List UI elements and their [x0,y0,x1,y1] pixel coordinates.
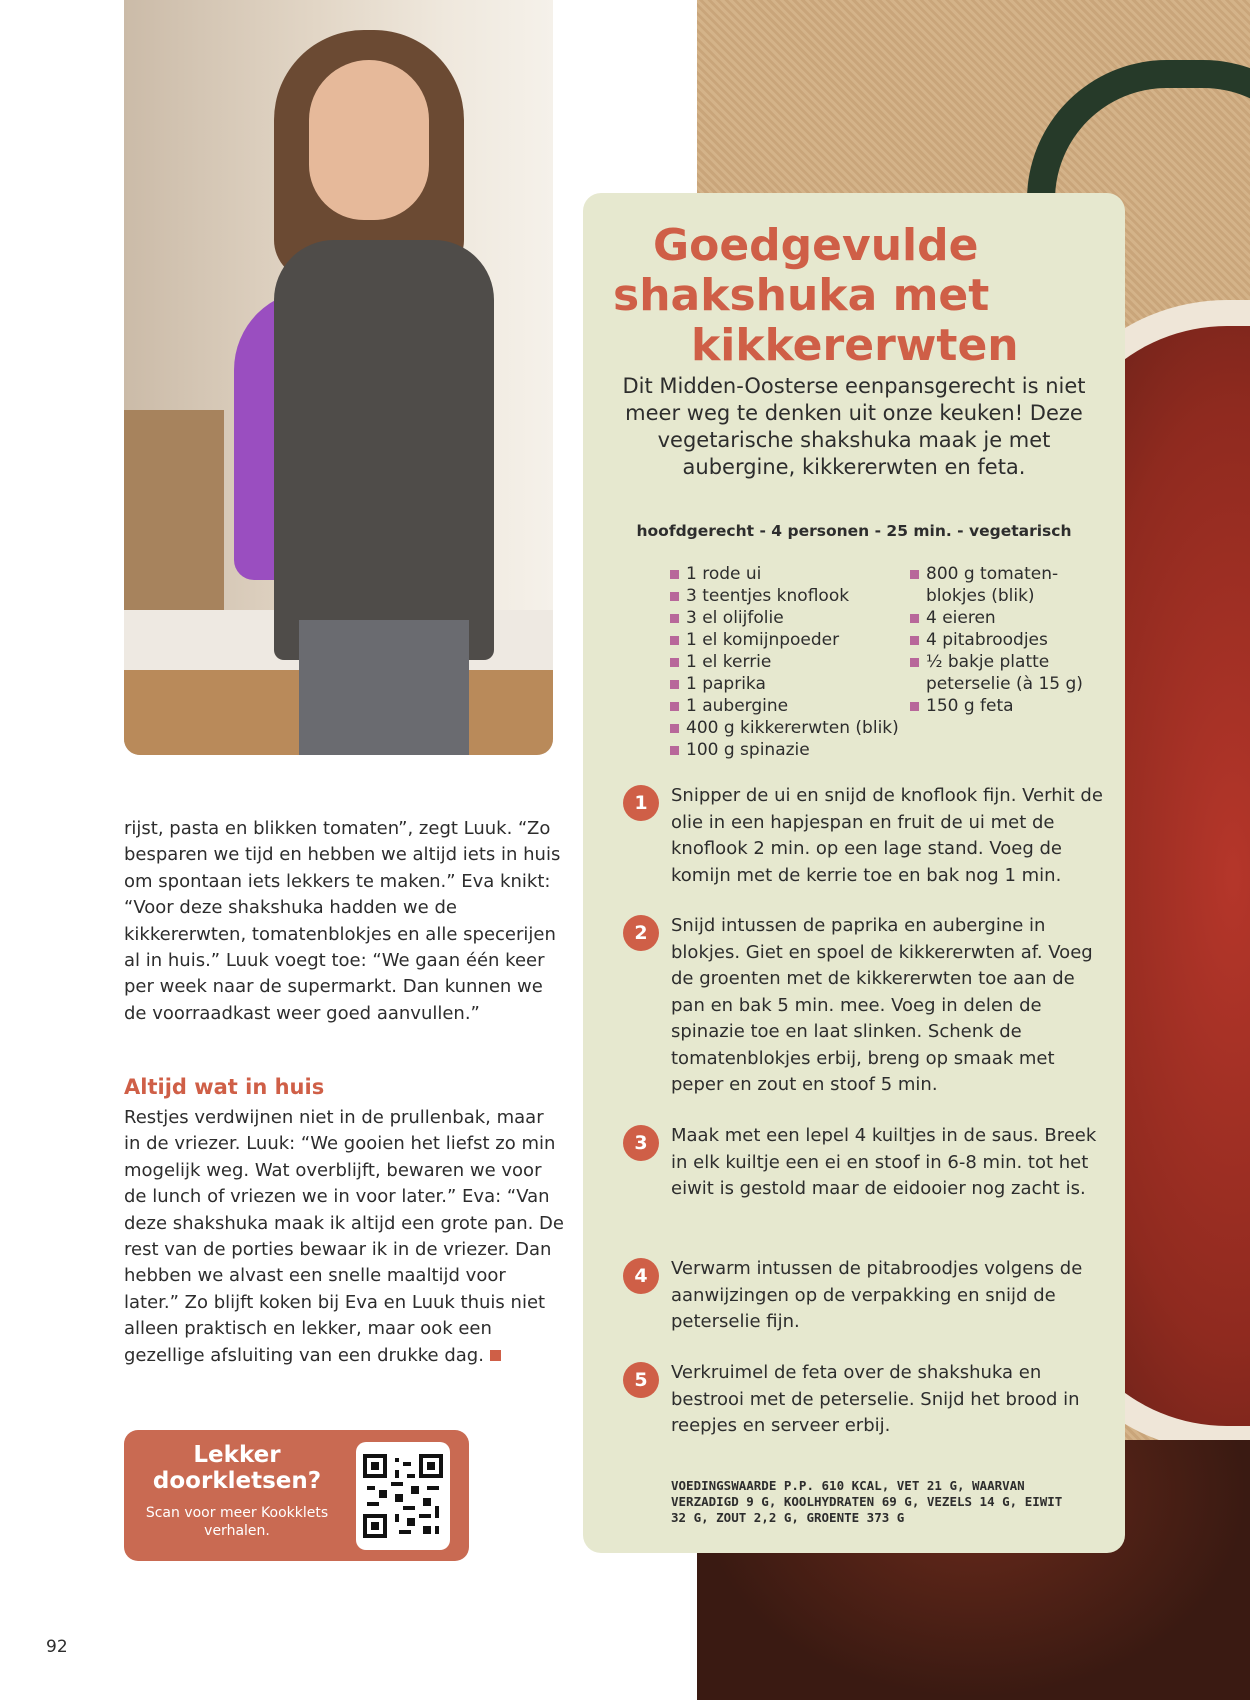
step-text: Snijd intussen de paprika en aubergine in blokjes. Giet en spoel de kikkererwten af. Voeg de groenten met de kikkererwten toe aan de pan en bak 5 min. mee. Voeg in delen de spinazie toe en laat slinken. Schenk de tomatenblokjes erbij, breng op smaak met peper en zout en stoof 5 min. [671,915,1093,1095]
nutrition-info: VOEDINGSWAARDE P.P. 610 KCAL, VET 21 G, WAARVAN VERZADIGD 9 G, KOOLHYDRATEN 69 G, VEZELS 14 G, EIWIT 32 G, ZOUT 2,2 G, GROENTE 373 G [671,1478,1063,1525]
qr-code-icon[interactable] [356,1442,450,1550]
ingredient-item: 100 g spinazie [670,739,920,761]
ingredient-item: 4 eieren [910,607,1110,629]
step-number-badge: 3 [623,1125,659,1161]
ingredient-item: ½ bakje platte peterselie (à 15 g) [910,651,1110,695]
ingredient-item: 4 pitabroodjes [910,629,1110,651]
promo-box[interactable] [124,1430,469,1561]
step-text: Verkruimel de feta over de shakshuka en bestrooi met de peterselie. Snijd het brood in reepjes en serveer erbij. [671,1362,1080,1436]
ingredient-item: 1 paprika [670,673,920,695]
ingredient-item: 1 rode ui [670,563,920,585]
ingredients-list-left [670,563,920,761]
step-number-badge: 4 [623,1258,659,1294]
ingredient-item: 1 aubergine [670,695,920,717]
article-paragraph-1: rijst, pasta en blikken tomaten”, zegt Luuk. “Zo besparen we tijd en hebben we altijd iets in huis om spontaan iets lekkers te maken.” Eva knikt: “Voor deze shakshuka hadden we de kikkererwten, tomatenblokjes en alle specerijen al in huis.” Luuk voegt toe: “We gaan één keer per week naar de supermarkt. Dan kunnen we de voorraadkast weer goed aanvullen.” [124,818,561,1024]
step-text: Maak met een lepel 4 kuiltjes in de saus. Breek in elk kuiltje een ei en stoof in 6-8 min. tot het eiwit is gestold maar de eidooier nog zacht is. [671,1125,1097,1199]
ingredient-item: 400 g kikkererwten (blik) [670,717,920,739]
article-paragraph-2: Restjes verdwijnen niet in de prullenbak, maar in de vriezer. Luuk: “We gooien het liefst zo min mogelijk weg. Wat overblijft, bewaren we voor de lunch of vriezen we in voor later.” Eva: “Van deze shakshuka maak ik altijd een grote pan. De rest van de porties bewaar ik in de vriezer. Dan hebben we alvast een snelle maaltijd voor later.” Zo blijft koken bij Eva en Luuk thuis niet alleen praktisch en lekker, maar ook een gezellige afsluiting van een drukke dag. [124,1107,564,1366]
woman-in-kitchen-photo [124,0,553,755]
ingredient-item: 3 el olijfolie [670,607,920,629]
ingredient-item: 1 el kerrie [670,651,920,673]
ingredient-item: 1 el komijnpoeder [670,629,920,651]
recipe-title: Goedgevulde shakshuka met kikkererwten [613,220,1019,371]
promo-heading: Lekker doorkletsen? [152,1442,322,1494]
ingredients-list-right [910,563,1110,717]
ingredient-item: 150 g feta [910,695,1110,717]
end-square-icon [490,1350,501,1361]
step-number-badge: 5 [623,1362,659,1398]
step-text: Verwarm intussen de pitabroodjes volgens de aanwijzingen op de verpakking en snijd de peterselie fijn. [671,1258,1083,1332]
ingredient-item: 800 g tomaten-blokjes (blik) [910,563,1110,607]
promo-subtext: Scan voor meer Kookklets verhalen. [145,1505,329,1539]
article-subheading: Altijd wat in huis [124,1075,325,1099]
recipe-card [583,193,1125,1553]
step-number-badge: 2 [623,915,659,951]
step-number-badge: 1 [623,785,659,821]
step-text: Snipper de ui en snijd de knoflook fijn. Verhit de olie in een hapjespan en fruit de ui met de knoflook 2 min. op een lage stand. Voeg de komijn met de kerrie toe en bak nog 1 min. [671,785,1103,886]
page-number: 92 [46,1637,68,1657]
recipe-intro: Dit Midden-Oosterse eenpansgerecht is niet meer weg te denken uit onze keuken! Deze vegetarische shakshuka maak je met aubergine, kikkererwten en feta. [622,374,1086,479]
recipe-meta: hoofdgerecht - 4 personen - 25 min. - vegetarisch [636,522,1072,540]
ingredient-item: 3 teentjes knoflook [670,585,920,607]
